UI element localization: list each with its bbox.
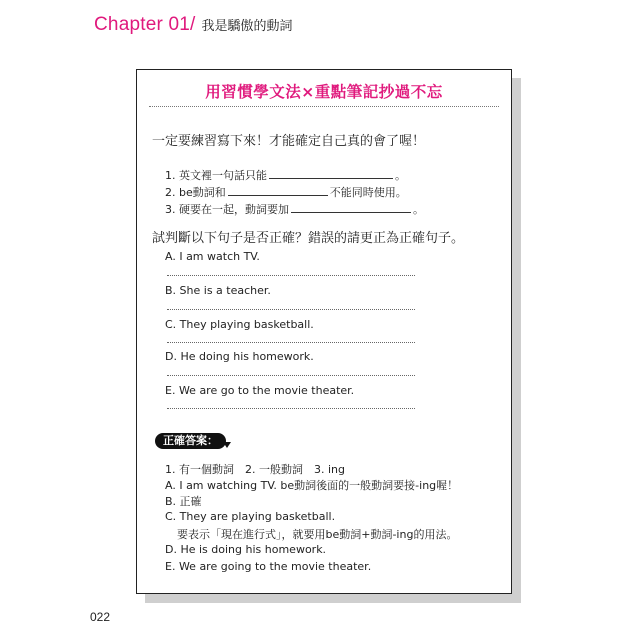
page-number: 022	[90, 610, 111, 624]
answer-d: D. He is doing his homework.	[165, 543, 327, 556]
sentence-c: C. They playing basketball.	[165, 318, 314, 331]
answer-line-b[interactable]	[167, 309, 415, 310]
card-title: 用習慣學文法×重點筆記抄過不忘	[205, 83, 443, 101]
sentence-e: E. We are go to the movie theater.	[165, 384, 355, 397]
sentence-d: D. He doing his homework.	[165, 350, 314, 363]
fill-in-question-1	[165, 167, 406, 183]
sentence-b: B. She is a teacher.	[165, 284, 271, 297]
question-2-prefix: 2. be動詞和	[165, 186, 226, 199]
practice-intro: 一定要練習寫下來！才能確定自己真的會了喔！	[152, 134, 426, 149]
answer-line-a[interactable]	[167, 275, 415, 276]
answer-c-note: 要表示「現在進行式」，就要用be動詞+動詞-ing的用法。	[177, 528, 458, 541]
answer-fill-in: 1. 有一個動詞 2. 一般動詞 3. ing	[165, 463, 345, 476]
chapter-title: 我是驕傲的動詞	[201, 19, 293, 34]
fill-in-question-3	[165, 201, 424, 217]
badge-pointer	[223, 442, 231, 448]
answer-line-e[interactable]	[167, 408, 415, 409]
answer-blank-1[interactable]	[269, 168, 393, 179]
answer-line-d[interactable]	[167, 375, 415, 376]
answer-e: E. We are going to the movie theater.	[165, 560, 372, 573]
question-3-prefix: 3. 硬要在一起，動詞要加	[165, 203, 289, 216]
fill-in-question-2	[165, 184, 407, 200]
question-1-prefix: 1. 英文裡一句話只能	[165, 169, 267, 182]
answer-blank-3[interactable]	[291, 202, 411, 213]
question-2-suffix: 不能同時使用。	[329, 186, 407, 199]
correction-intro: 試判斷以下句子是否正確？錯誤的請更正為正確句子。	[152, 231, 465, 246]
answer-blank-2[interactable]	[228, 185, 328, 196]
question-1-suffix: 。	[395, 169, 406, 182]
chapter-label: Chapter 01/	[94, 14, 196, 35]
page-header	[94, 14, 293, 38]
answer-c: C. They are playing basketball.	[165, 510, 336, 523]
sentence-a: A. I am watch TV.	[165, 250, 260, 263]
question-3-suffix: 。	[413, 203, 424, 216]
answer-b: B. 正確	[165, 495, 202, 508]
note-card	[136, 69, 512, 594]
title-divider	[149, 106, 499, 107]
answer-line-c[interactable]	[167, 342, 415, 343]
answer-badge: 正確答案：	[155, 433, 226, 449]
answer-a: A. I am watching TV. be動詞後面的一般動詞要接-ing喔！	[165, 479, 459, 492]
